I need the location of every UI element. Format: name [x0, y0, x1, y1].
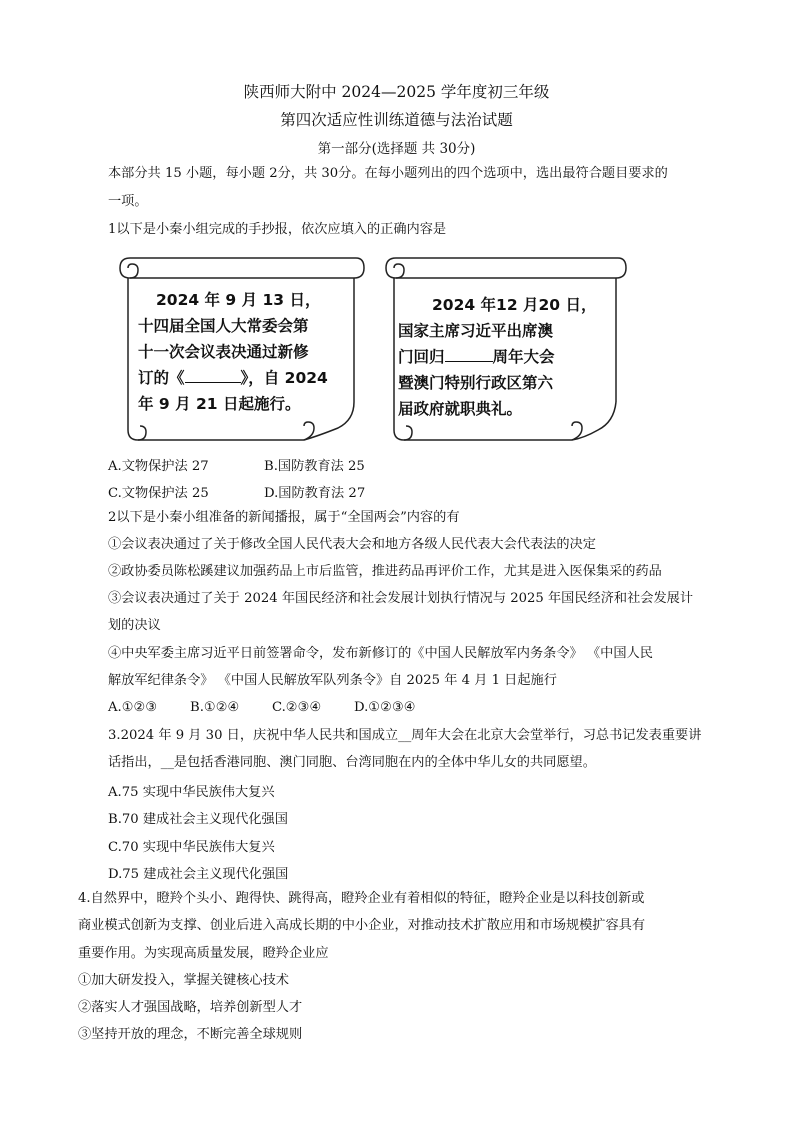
scroll-left-line5: 年 9 月 21 日起施行。: [138, 395, 301, 413]
q3-option-d[interactable]: D.75 建成社会主义现代化强国: [108, 867, 289, 882]
scroll-right: [374, 252, 634, 444]
q1-option-b[interactable]: B.国防教育法 25: [264, 459, 365, 474]
exam-title-line1: 陕西师大附中 2024—2025 学年度初三年级: [243, 83, 550, 101]
q1-option-d[interactable]: D.国防教育法 27: [264, 486, 366, 501]
q2-option-b[interactable]: B.①②④: [190, 700, 240, 715]
scroll-left-line4-b: 》，自 2024: [240, 369, 328, 387]
scroll-right-line2: 国家主席习近平出席澳: [398, 322, 554, 340]
q1-stem: 1以下是小秦小组完成的手抄报，依次应填入的正确内容是: [108, 222, 447, 237]
q4-line3: 重要作用。为实现高质量发展，瞪羚企业应: [78, 946, 329, 961]
q2-item4-line1: ④中央军委主席习近平日前签署命令，发布新修订的《中国人民解放军内务条令》 《中国人民: [108, 646, 653, 661]
q1-option-c[interactable]: C.文物保护法 25: [108, 486, 209, 501]
scroll-left-line4: [138, 365, 328, 391]
q1-option-a[interactable]: A.文物保护法 27: [108, 459, 209, 474]
scroll-left-line4-a: 订的《: [138, 369, 185, 387]
fill-blank-2: [445, 361, 493, 362]
q3-line2: 话指出，__是包括香港同胞、澳门同胞、台湾同胞在内的全体中华儿女的共同愿望。: [108, 755, 596, 770]
scroll-right-line4: 暨澳门特别行政区第六: [398, 374, 554, 392]
q3-option-a[interactable]: A.75 实现中华民族伟大复兴: [108, 785, 275, 800]
scroll-right-line3-b: 周年大会: [492, 348, 555, 366]
q2-item3-line1: ③会议表决通过了关于 2024 年国民经济和社会发展计划执行情况与 2025 年国民经济和社会发展计: [108, 591, 694, 606]
q4-line2: 商业模式创新为支撑、创业后进入高成长期的中小企业，对推动技术扩散应用和市场规模扩容具有: [78, 918, 646, 933]
q2-option-d[interactable]: D.①②③④: [354, 700, 416, 715]
scroll-left: [108, 252, 368, 444]
q2-stem: 2以下是小秦小组准备的新闻播报，属于“全国两会”内容的有: [108, 510, 460, 525]
q2-item3-line2: 划的决议: [108, 618, 161, 633]
fill-blank-1: [185, 382, 241, 383]
scroll-right-line3: [398, 344, 555, 370]
q4-item1: ①加大研发投入，掌握关键核心技术: [78, 973, 289, 988]
q2-item1: ①会议表决通过了关于修改全国人民代表大会和地方各级人民代表大会代表法的决定: [108, 537, 596, 552]
intro-line1: 本部分共 15 小题，每小题 2分，共 30分。在每小题列出的四个选项中，选出最符合题目要求的: [108, 166, 668, 181]
intro-line2: 一项。: [108, 194, 148, 209]
q2-item4-line2: 解放军纪律条令》 《中国人民解放军队列条令》自 2025 年 4 月 1 日起施行: [108, 673, 557, 688]
q4-line1: 4.自然界中，瞪羚个头小、跑得快、跳得高，瞪羚企业有着相似的特征，瞪羚企业是以科技创新或: [78, 891, 645, 906]
q2-option-c[interactable]: C.②③④: [272, 700, 322, 715]
scroll-right-line1: 2024 年12 月20 日，: [432, 296, 597, 314]
scroll-left-line1: 2024 年 9 月 13 日，: [156, 291, 321, 309]
q4-item2: ②落实人才强国战略，培养创新型人才: [78, 1000, 303, 1015]
q2-item2: ②政协委员陈松蹊建议加强药品上市后监管，推进药品再评价工作，尤其是进入医保集采的药品: [108, 564, 662, 579]
q3-line1: 3.2024 年 9 月 30 日，庆祝中华人民共和国成立__周年大会在北京大会堂举行，习总书记发表重要讲: [108, 728, 702, 743]
section-title: 第一部分(选择题 共 30分): [317, 141, 476, 157]
scroll-right-line5: 届政府就职典礼。: [398, 400, 523, 418]
q3-option-b[interactable]: B.70 建成社会主义现代化强国: [108, 812, 288, 827]
scroll-left-line3: 十一次会议表决通过新修: [138, 343, 309, 361]
exam-title-line2: 第四次适应性训练道德与法治试题: [280, 111, 513, 129]
scroll-right-line3-a: 门回归: [398, 348, 445, 366]
q4-item3: ③坚持开放的理念，不断完善全球规则: [78, 1027, 303, 1042]
q3-option-c[interactable]: C.70 实现中华民族伟大复兴: [108, 840, 275, 855]
q2-option-a[interactable]: A.①②③: [108, 700, 158, 715]
scroll-left-line2: 十四届全国人大常委会第: [138, 317, 309, 335]
